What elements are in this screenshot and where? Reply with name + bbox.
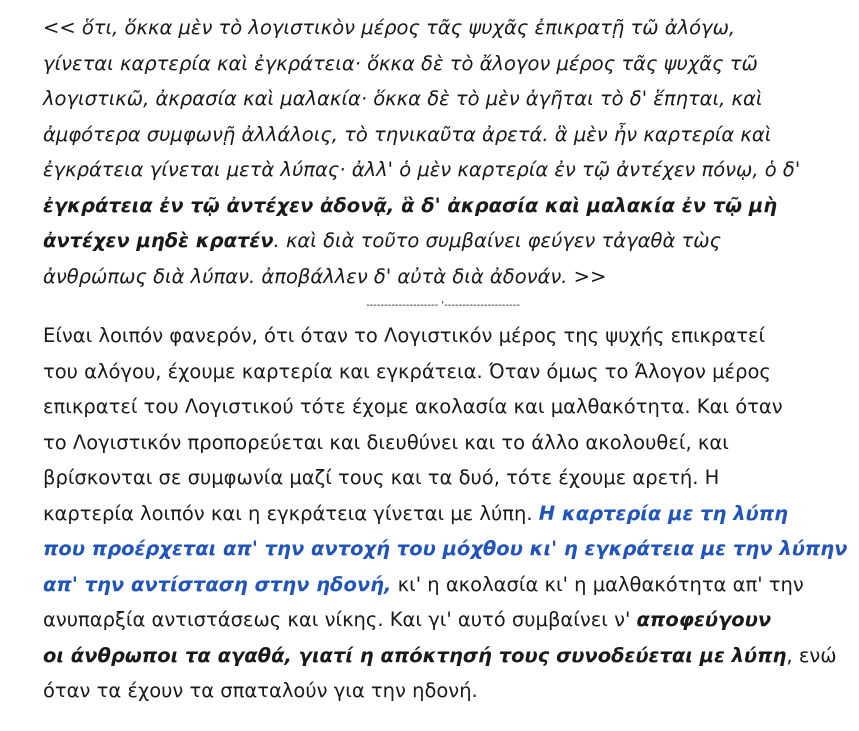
translation-line-10 [43, 638, 837, 674]
quote-line-8: ἀνθρώπως διὰ λύπαν. ἀποβάλλεν δ' αὐτὰ διὰ ἀδονάν. >> [43, 264, 607, 288]
highlighted-text: απ' την αντίσταση στην ηδονή, [43, 572, 392, 596]
translation-line-3: επικρατεί του Λογιστικού τότε έχομε ακολασία και μαλθακότητα. Και όταν [43, 395, 783, 418]
translation-text: , ενώ [786, 643, 837, 667]
document-page [43, 10, 848, 709]
translation-text: καρτερία λοιπόν και η εγκράτεια γίνεται με λύπη. [43, 501, 539, 525]
translation-line-7 [43, 531, 848, 567]
quote-line-3: λογιστικῶ, ἀκρασία καὶ μαλακία· ὅκκα δὲ τὸ μὲν ἀγῆται τὸ δ' ἕπηται, καὶ [43, 87, 763, 110]
highlighted-text: που προέρχεται απ' την αντοχή του μόχθου κι' η εγκράτεια με την λύπην [43, 537, 848, 560]
translation-line-6 [43, 496, 833, 532]
quote-line-7 [43, 223, 833, 259]
quote-line-2: γίνεται καρτερία καὶ ἐγκράτεια· ὅκκα δὲ τὸ ἄλογον μέρος τᾶς ψυχᾶς τῶ [43, 51, 758, 75]
quote-line-1: << ὅτι, ὅκκα μὲν τὸ λογιστικὸν μέρος τᾶς ψυχᾶς ἐπικρατῇ τῶ ἀλόγω, [43, 16, 736, 39]
greek-quotation [43, 10, 833, 294]
section-divider: -------------------- '--------------------- [366, 300, 520, 311]
quote-line-5: ἐγκράτεια γίνεται μετὰ λύπας· ἀλλ' ὁ μὲν καρτερία ἐν τῷ ἀντέχεν πόνῳ, ὁ δ' [43, 158, 801, 181]
translation-line-1: Είναι λοιπόν φανερόν, ότι όταν το Λογιστικόν μέρος της ψυχής επικρατεί [43, 324, 766, 347]
emphasized-text: οι άνθρωποι τα αγαθά, γιατί η απόκτησή τους συνοδεύεται με λύπη [43, 643, 787, 667]
translation-line-5: βρίσκονται σε συμφωνία μαζί τους και τα δυό, τότε έχουμε αρετή. Η [43, 466, 720, 489]
highlighted-text: Η καρτερία με τη λύπη [538, 501, 789, 525]
translation-line-2: του αλόγου, έχουμε καρτερία και εγκράτεια. Όταν όμως το Άλογον μέρος [43, 359, 771, 383]
translation-line-11: όταν τα έχουν τα σπαταλούν για την ηδονή. [43, 679, 478, 702]
translation-line-9 [43, 602, 833, 638]
quote-text: . καὶ διὰ τοῦτο συμβαίνει φεύγεν τἀγαθὰ τὼς [273, 229, 722, 252]
translation-text: κι' η ακολασία κι' η μαλθακότητα απ' την [391, 572, 804, 596]
quote-bold-text: ἀντέχεν μηδὲ κρατέν [43, 229, 274, 252]
modern-greek-translation [43, 318, 848, 709]
quote-line-6 [43, 188, 833, 224]
translation-line-8 [43, 567, 833, 603]
emphasized-text: αποφεύγουν [636, 608, 772, 631]
quote-bold-text: ἐγκράτεια ἐν τῷ ἀντέχεν ἀδονᾷ, ἃ δ' ἀκρασία καὶ μαλακία ἐν τῷ μὴ [43, 193, 778, 217]
translation-text: ανυπαρξία αντιστάσεως και νίκης. Και γι' αυτό συμβαίνει ν' [43, 608, 637, 631]
quote-line-4: ἀμφότερα συμφωνῇ ἀλλάλοις, τὸ τηνικαῦτα ἀρετά. ἃ μὲν ἦν καρτερία καὶ [43, 122, 772, 146]
translation-line-4: το Λογιστικόν προπορεύεται και διευθύνει και το άλλο ακολουθεί, και [43, 430, 729, 454]
